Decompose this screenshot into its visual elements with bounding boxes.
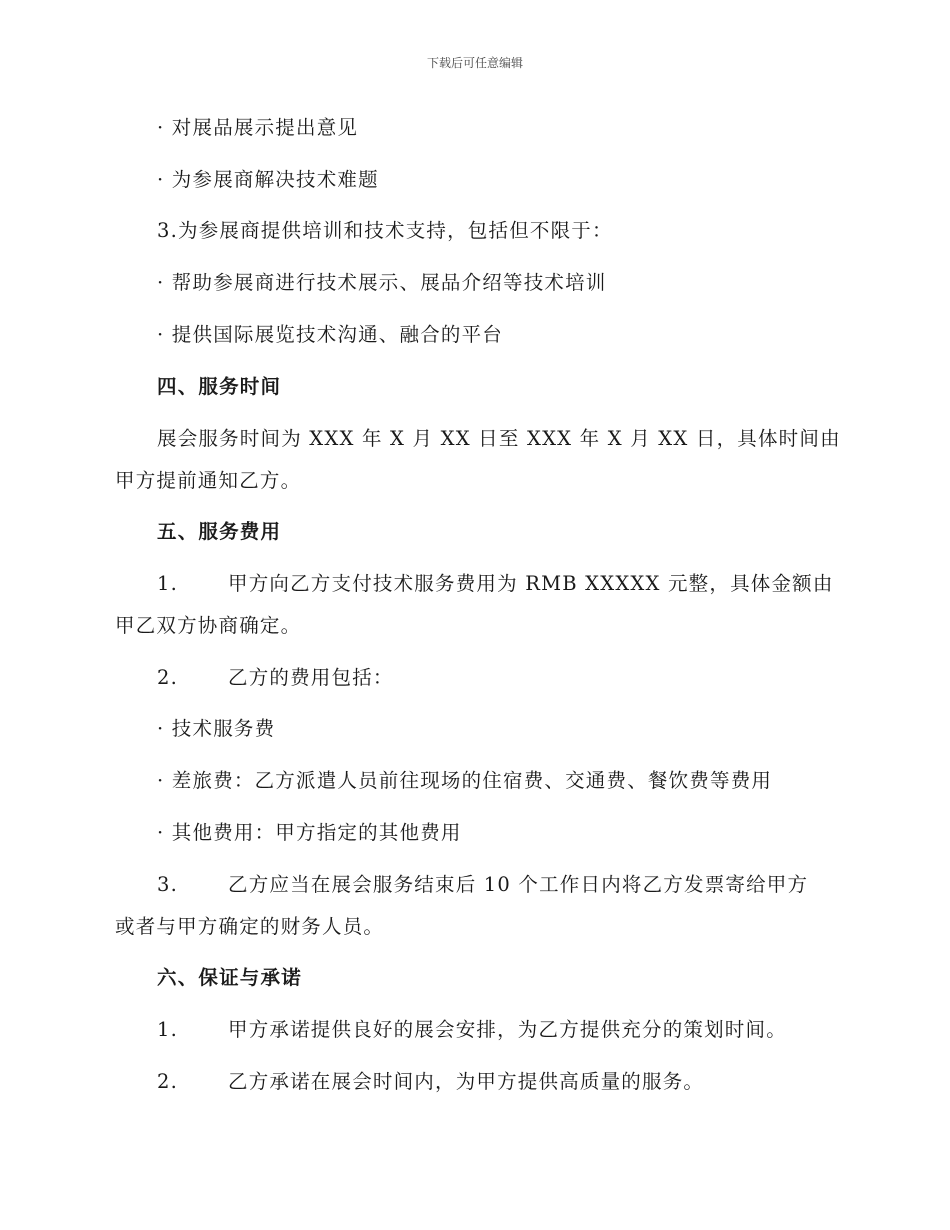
bullet-item: · 对展品展示提出意见 [157,116,359,139]
paragraph-line: 乙方的费用包括： [228,666,394,689]
item-number: 2. [157,1070,179,1093]
bullet-item: · 为参展商解决技术难题 [157,168,379,191]
paragraph-line: 甲乙双方协商确定。 [115,614,302,637]
paragraph-line: 甲方承诺提供良好的展会安排，为乙方提供充分的策划时间。 [228,1018,787,1041]
bullet-item: · 技术服务费 [157,717,276,740]
section-heading: 五、服务费用 [157,520,282,543]
paragraph-line: 展会服务时间为 XXX 年 X 月 XX 日至 XXX 年 X 月 XX 日，具体时间由 [157,427,841,450]
section-heading: 六、保证与承诺 [157,966,302,989]
section-heading: 四、服务时间 [157,375,282,398]
paragraph-line: 或者与甲方确定的财务人员。 [115,915,385,938]
paragraph-line: 乙方应当在展会服务结束后 10 个工作日内将乙方发票寄给甲方 [228,873,809,896]
numbered-paragraph: 3.为参展商提供培训和技术支持，包括但不限于： [157,219,613,242]
bullet-item: · 提供国际展览技术沟通、融合的平台 [157,323,503,346]
paragraph-line: 甲方提前通知乙方。 [115,469,302,492]
item-number: 1. [157,572,179,595]
bullet-item: · 帮助参展商进行技术展示、展品介绍等技术培训 [157,271,607,294]
item-number: 1. [157,1018,179,1041]
item-number: 2. [157,666,179,689]
bullet-item: · 其他费用：甲方指定的其他费用 [157,821,462,844]
page-header: 下载后可任意编辑 [426,56,523,70]
paragraph-line: 乙方承诺在展会时间内，为甲方提供高质量的服务。 [228,1070,705,1093]
bullet-item: · 差旅费：乙方派遣人员前往现场的住宿费、交通费、餐饮费等费用 [157,769,773,792]
item-number: 3. [157,873,179,896]
paragraph-line: 甲方向乙方支付技术服务费用为 RMB XXXXX 元整，具体金额由 [228,572,834,595]
